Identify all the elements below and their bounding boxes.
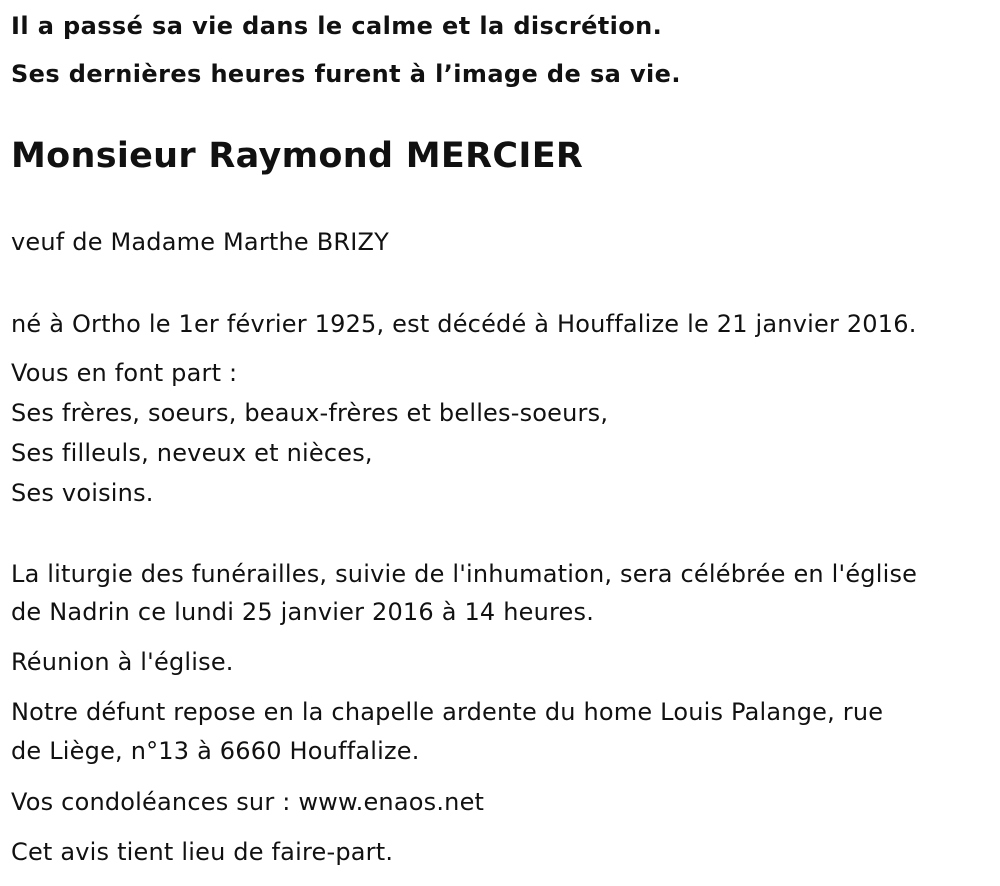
family-heading: Vous en font part : <box>11 359 238 387</box>
rest-line-1: Notre défunt repose en la chapelle ardente du home Louis Palange, rue <box>11 698 884 726</box>
family-line: Ses voisins. <box>11 479 154 507</box>
family-line: Ses frères, soeurs, beaux-frères et belles-soeurs, <box>11 399 609 427</box>
spouse-line: veuf de Madame Marthe BRIZY <box>11 228 390 256</box>
intro-line-1: Il a passé sa vie dans le calme et la discrétion. <box>11 12 663 40</box>
meeting-line: Réunion à l'église. <box>11 648 234 676</box>
birth-death-line: né à Ortho le 1er février 1925, est décédé à Houffalize le 21 janvier 2016. <box>11 310 917 338</box>
deceased-name: Monsieur Raymond MERCIER <box>11 136 584 176</box>
liturgy-line-2: de Nadrin ce lundi 25 janvier 2016 à 14 heures. <box>11 598 595 626</box>
notice-line: Cet avis tient lieu de faire-part. <box>11 838 394 866</box>
intro-line-2: Ses dernières heures furent à l’image de sa vie. <box>11 60 681 88</box>
liturgy-line-1: La liturgie des funérailles, suivie de l'inhumation, sera célébrée en l'église <box>11 560 918 588</box>
rest-line-2: de Liège, n°13 à 6660 Houffalize. <box>11 737 420 765</box>
family-line: Ses filleuls, neveux et nièces, <box>11 439 373 467</box>
condolences-line: Vos condoléances sur : www.enaos.net <box>11 788 485 816</box>
